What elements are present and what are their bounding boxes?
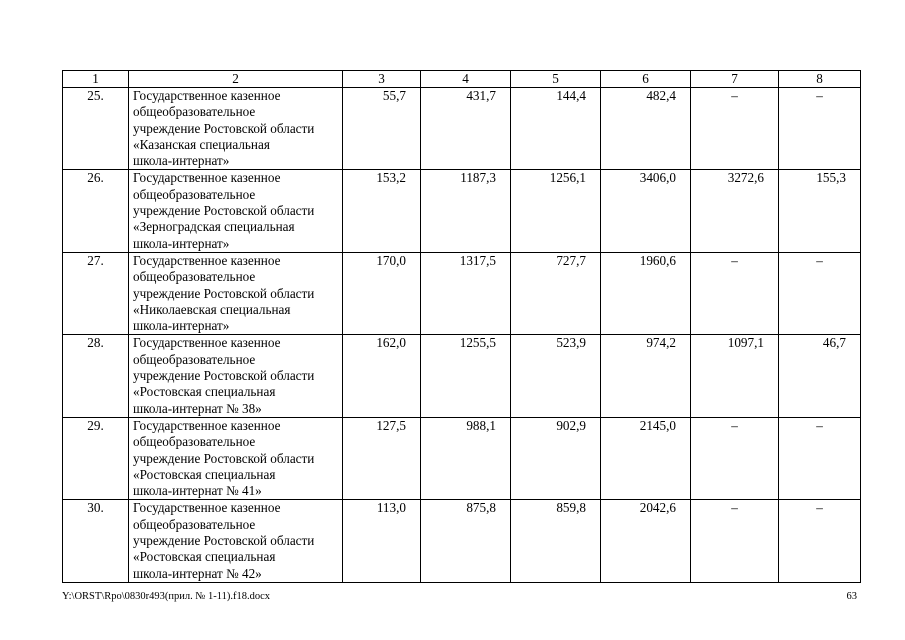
cell-col-4: 431,7: [421, 88, 511, 170]
institution-name-line: учреждение Ростовской области: [133, 203, 315, 219]
cell-col-5: 727,7: [511, 252, 601, 334]
cell-col-4: 1317,5: [421, 252, 511, 334]
cell-col-7: 3272,6: [691, 170, 779, 252]
cell-col-7: –: [691, 88, 779, 170]
header-row: [63, 71, 861, 88]
cell-col-4: 875,8: [421, 500, 511, 582]
table-header: [63, 71, 861, 88]
cell-col-5: 902,9: [511, 417, 601, 499]
cell-col-4: 988,1: [421, 417, 511, 499]
institution-name: [129, 417, 343, 499]
row-number: 27.: [63, 252, 129, 334]
institution-name-line: «Казанская специальная: [133, 136, 270, 152]
cell-col-5: 1256,1: [511, 170, 601, 252]
cell-col-8: 155,3: [779, 170, 861, 252]
institution-name-line: общеобразовательное: [133, 516, 256, 532]
institution-name-line: учреждение Ростовской области: [133, 450, 315, 466]
header-col-5: 5: [511, 71, 601, 88]
institution-name-line: школа-интернат»: [133, 318, 230, 334]
cell-col-3: 162,0: [343, 335, 421, 417]
cell-col-6: 1960,6: [601, 252, 691, 334]
cell-col-6: 2145,0: [601, 417, 691, 499]
data-table: [62, 70, 861, 583]
cell-col-7: –: [691, 500, 779, 582]
cell-col-3: 127,5: [343, 417, 421, 499]
institution-name-line: «Николаевская специальная: [133, 301, 291, 317]
institution-name-line: «Ростовская специальная: [133, 466, 276, 482]
cell-col-4: 1187,3: [421, 170, 511, 252]
header-col-8: 8: [779, 71, 861, 88]
cell-col-6: 974,2: [601, 335, 691, 417]
cell-col-3: 153,2: [343, 170, 421, 252]
institution-name: [129, 170, 343, 252]
institution-name-line: Государственное казенное: [133, 335, 281, 351]
institution-name: [129, 335, 343, 417]
cell-col-3: 113,0: [343, 500, 421, 582]
institution-name-line: общеобразовательное: [133, 104, 256, 120]
institution-name-line: учреждение Ростовской области: [133, 120, 315, 136]
institution-name-line: общеобразовательное: [133, 434, 256, 450]
row-number: 26.: [63, 170, 129, 252]
institution-name-line: школа-интернат № 42»: [133, 565, 262, 581]
institution-name-line: учреждение Ростовской области: [133, 285, 315, 301]
institution-name-line: «Зерноградская специальная: [133, 219, 295, 235]
cell-col-8: –: [779, 417, 861, 499]
institution-name-line: Государственное казенное: [133, 252, 281, 268]
header-col-4: 4: [421, 71, 511, 88]
institution-name-line: учреждение Ростовской области: [133, 368, 315, 384]
cell-col-7: 1097,1: [691, 335, 779, 417]
institution-name-line: Государственное казенное: [133, 88, 281, 103]
table-row: [63, 170, 861, 252]
cell-col-6: 2042,6: [601, 500, 691, 582]
row-number: 29.: [63, 417, 129, 499]
cell-col-5: 144,4: [511, 88, 601, 170]
institution-name-line: общеобразовательное: [133, 186, 256, 202]
institution-name-line: общеобразовательное: [133, 269, 256, 285]
header-col-1: 1: [63, 71, 129, 88]
cell-col-7: –: [691, 252, 779, 334]
cell-col-3: 170,0: [343, 252, 421, 334]
institution-name-line: учреждение Ростовской области: [133, 533, 315, 549]
table-row: [63, 417, 861, 499]
row-number: 28.: [63, 335, 129, 417]
institution-name-line: общеобразовательное: [133, 351, 256, 367]
institution-name: [129, 500, 343, 582]
header-col-3: 3: [343, 71, 421, 88]
cell-col-8: –: [779, 88, 861, 170]
institution-name-line: «Ростовская специальная: [133, 384, 276, 400]
cell-col-3: 55,7: [343, 88, 421, 170]
institution-name-line: Государственное казенное: [133, 500, 281, 516]
table-body: [63, 88, 861, 583]
institution-name: [129, 252, 343, 334]
institution-name: [129, 88, 343, 170]
cell-col-8: 46,7: [779, 335, 861, 417]
row-number: 30.: [63, 500, 129, 582]
table-row: [63, 500, 861, 582]
cell-col-5: 859,8: [511, 500, 601, 582]
table-row: [63, 335, 861, 417]
footer-file-path: Y:\ORST\Rpo\0830r493(прил. № 1-11).f18.docx: [62, 591, 271, 602]
cell-col-6: 482,4: [601, 88, 691, 170]
cell-col-5: 523,9: [511, 335, 601, 417]
cell-col-7: –: [691, 417, 779, 499]
institution-name-line: Государственное казенное: [133, 417, 281, 433]
institution-name-line: школа-интернат № 41»: [133, 483, 262, 499]
institution-name-line: школа-интернат»: [133, 153, 230, 169]
header-col-6: 6: [601, 71, 691, 88]
institution-name-line: школа-интернат № 38»: [133, 400, 262, 416]
cell-col-4: 1255,5: [421, 335, 511, 417]
institution-name-line: Государственное казенное: [133, 170, 281, 186]
table-row: [63, 252, 861, 334]
row-number: 25.: [63, 88, 129, 170]
cell-col-6: 3406,0: [601, 170, 691, 252]
page-number: 63: [846, 591, 857, 602]
institution-name-line: школа-интернат»: [133, 235, 230, 251]
table-row: [63, 88, 861, 170]
cell-col-8: –: [779, 252, 861, 334]
institution-name-line: «Ростовская специальная: [133, 549, 276, 565]
cell-col-8: –: [779, 500, 861, 582]
header-col-7: 7: [691, 71, 779, 88]
header-col-2: 2: [129, 71, 343, 88]
